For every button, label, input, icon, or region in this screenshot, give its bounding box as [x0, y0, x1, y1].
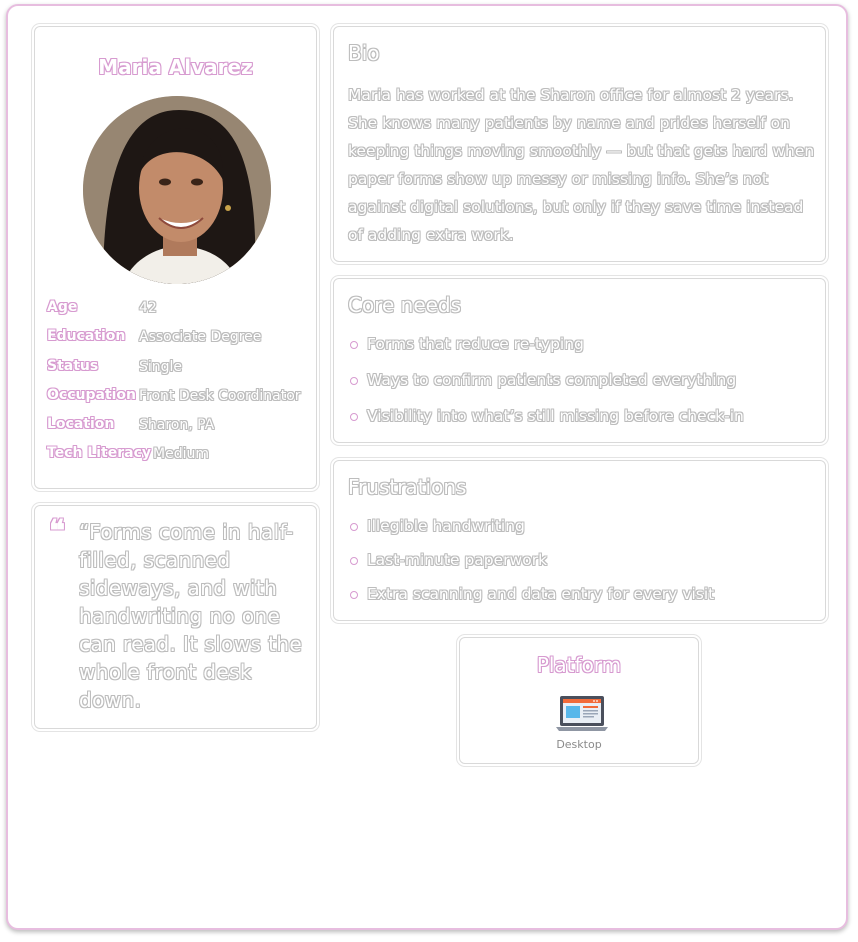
bullet-icon — [350, 413, 358, 421]
profile-card — [34, 26, 317, 489]
avatar-portrait — [83, 96, 271, 284]
detail-value: Front Desk Coordinator — [139, 387, 301, 404]
detail-label: Education — [47, 328, 126, 345]
platform-card — [459, 637, 699, 764]
detail-row-status — [47, 358, 312, 387]
bullet-icon — [350, 523, 358, 531]
list-item: Illegible handwriting — [348, 517, 815, 551]
detail-label: Tech Literacy — [47, 445, 152, 462]
profile-details — [47, 299, 312, 475]
list-item: Ways to confirm patients completed everything — [348, 371, 815, 407]
frustrations-title: Frustrations — [348, 475, 467, 499]
quote-card — [34, 505, 317, 729]
detail-row-location — [47, 416, 312, 445]
detail-label: Age — [47, 299, 78, 315]
list-item: Visibility into what’s still missing before check-in — [348, 407, 815, 443]
bio-card — [333, 26, 826, 262]
detail-label: Status — [47, 357, 99, 374]
core-needs-card — [333, 278, 826, 443]
frustrations-card — [333, 460, 826, 621]
list-item: Last-minute paperwork — [348, 551, 815, 585]
platform-label: Desktop — [556, 738, 602, 751]
detail-value: 42 — [139, 300, 157, 316]
detail-value: Single — [139, 358, 183, 375]
frustrations-list — [348, 517, 815, 619]
quote-icon: ❝ — [49, 514, 66, 549]
detail-label: Location — [47, 416, 115, 433]
detail-value: Associate Degree — [139, 329, 262, 346]
persona-name: Maria Alvarez — [98, 55, 253, 79]
bullet-icon — [350, 341, 358, 349]
bullet-icon — [350, 557, 358, 565]
bio-title: Bio — [348, 41, 380, 65]
detail-value: Sharon, PA — [139, 417, 215, 434]
bullet-icon — [350, 591, 358, 599]
core-needs-title: Core needs — [348, 293, 462, 317]
bullet-icon — [350, 377, 358, 385]
detail-row-age — [47, 299, 312, 328]
laptop-icon — [556, 694, 608, 734]
detail-label: Occupation — [47, 386, 137, 403]
avatar — [83, 96, 271, 284]
platform-title: Platform — [536, 653, 622, 677]
list-item: Forms that reduce re-typing — [348, 335, 815, 371]
quote-text: “Forms come in half-filled, scanned sideways, and with handwriting no one can read. It slows the whole front desk down. — [79, 520, 303, 712]
core-needs-list — [348, 335, 815, 443]
detail-row-tech-literacy — [47, 445, 312, 474]
detail-row-occupation — [47, 387, 312, 416]
bio-text: Maria has worked at the Sharon office for almost 2 years. She knows many patients by name and prides herself on keeping things moving smoothly — but that gets hard when paper forms show up messy or missing info. She’s not against digital solutions, but only if they save time instead of adding extra work. — [348, 86, 815, 244]
detail-row-education — [47, 328, 312, 357]
detail-value: Medium — [153, 446, 209, 463]
list-item: Extra scanning and data entry for every visit — [348, 585, 815, 619]
